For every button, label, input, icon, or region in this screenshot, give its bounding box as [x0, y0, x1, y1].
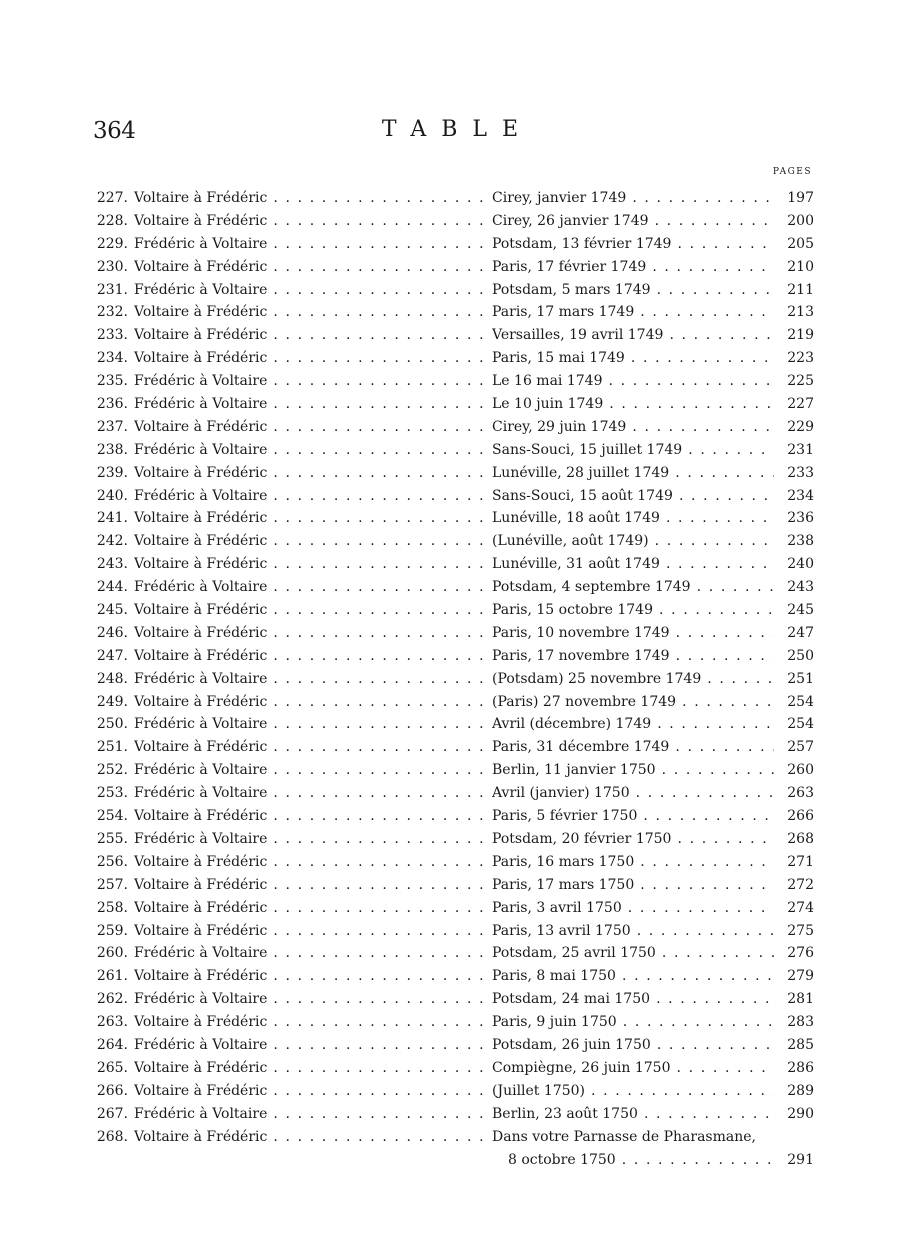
place-date: Sans-Souci, 15 août 1749 . . . — [492, 485, 792, 508]
correspondents: Frédéric à Voltaire . . . — [134, 370, 554, 393]
place-date: Potsdam, 4 septembre 1749 . . . — [492, 576, 792, 599]
correspondents: Frédéric à Voltaire . . . — [134, 668, 554, 691]
table-row — [88, 736, 814, 759]
page-reference: 219 — [774, 324, 814, 347]
place-date: Potsdam, 5 mars 1749 . . . — [492, 279, 792, 302]
place-date: Dans votre Parnasse de Pharasmane, — [492, 1126, 782, 1149]
place-date: Lunéville, 28 juillet 1749 . . . — [492, 462, 792, 485]
place-date: Potsdam, 13 février 1749 . . . — [492, 233, 792, 256]
place-date: Lunéville, 31 août 1749 . . . — [492, 553, 792, 576]
page-reference: 254 — [774, 713, 814, 736]
place-date: Sans-Souci, 15 juillet 1749 . . . — [492, 439, 792, 462]
place-date: Le 10 juin 1749 . . . — [492, 393, 792, 416]
page-reference: 290 — [774, 1103, 814, 1126]
table-row — [88, 416, 814, 439]
letter-number: 259. — [96, 922, 128, 939]
table-row — [88, 897, 814, 920]
place-date: Avril (décembre) 1749 . . . — [492, 713, 792, 736]
table-row — [88, 920, 814, 943]
correspondents: Voltaire à Frédéric . . . — [134, 347, 554, 370]
correspondents: Voltaire à Frédéric . . . — [134, 324, 554, 347]
correspondents: Voltaire à Frédéric . . . — [134, 920, 554, 943]
correspondents: Frédéric à Voltaire . . . — [134, 439, 554, 462]
table-row — [88, 530, 814, 553]
place-date: Lunéville, 18 août 1749 . . . — [492, 507, 792, 530]
table-row — [88, 553, 814, 576]
page-reference: 276 — [774, 942, 814, 965]
letter-number: 267. — [96, 1105, 128, 1122]
place-date: Potsdam, 25 avril 1750 . . . — [492, 942, 792, 965]
correspondents: Frédéric à Voltaire . . . — [134, 942, 554, 965]
page-reference: 205 — [774, 233, 814, 256]
table-row — [88, 851, 814, 874]
table-row — [88, 462, 814, 485]
table-row — [88, 485, 814, 508]
correspondents: Voltaire à Frédéric . . . — [134, 1057, 554, 1080]
table-row — [88, 874, 814, 897]
place-date: Paris, 9 juin 1750 . . . — [492, 1011, 792, 1034]
page-reference: 279 — [774, 965, 814, 988]
letter-number: 260. — [96, 945, 128, 962]
correspondents: Frédéric à Voltaire . . . — [134, 713, 554, 736]
page-reference: 225 — [774, 370, 814, 393]
correspondents: Frédéric à Voltaire . . . — [134, 393, 554, 416]
table-row — [88, 828, 814, 851]
letter-number: 229. — [96, 235, 128, 252]
table-row — [88, 691, 814, 714]
letter-number: 268. — [96, 1128, 128, 1145]
correspondents: Voltaire à Frédéric . . . — [134, 691, 554, 714]
letter-number: 250. — [96, 716, 128, 733]
letter-number: 265. — [96, 1059, 128, 1076]
table-row — [88, 1080, 814, 1103]
table-row — [88, 210, 814, 233]
place-date: Potsdam, 26 juin 1750 . . . — [492, 1034, 792, 1057]
table-row — [88, 279, 814, 302]
correspondents: Voltaire à Frédéric . . . — [134, 530, 554, 553]
correspondents: Voltaire à Frédéric . . . — [134, 874, 554, 897]
page-reference: 291 — [774, 1149, 814, 1172]
page-reference: 231 — [774, 439, 814, 462]
correspondents: Voltaire à Frédéric . . . — [134, 1011, 554, 1034]
table-row — [88, 1103, 814, 1126]
letter-number: 263. — [96, 1014, 128, 1031]
page-reference: 223 — [774, 347, 814, 370]
letter-number: 258. — [96, 899, 128, 916]
page-reference: 213 — [774, 301, 814, 324]
table-row — [88, 1126, 814, 1172]
place-date: Potsdam, 20 février 1750 . . . — [492, 828, 792, 851]
page-reference: 227 — [774, 393, 814, 416]
correspondents: Voltaire à Frédéric . . . — [134, 187, 554, 210]
correspondents: Voltaire à Frédéric . . . — [134, 805, 554, 828]
table-row — [88, 187, 814, 210]
letter-number: 240. — [96, 487, 128, 504]
place-date: Paris, 13 avril 1750 . . . — [492, 920, 792, 943]
place-date: Cirey, 29 juin 1749 . . . — [492, 416, 792, 439]
page-reference: 289 — [774, 1080, 814, 1103]
page-reference: 268 — [774, 828, 814, 851]
place-date: Avril (janvier) 1750 . . . — [492, 782, 792, 805]
letter-number: 234. — [96, 350, 128, 367]
correspondents: Frédéric à Voltaire . . . — [134, 576, 554, 599]
letter-number: 243. — [96, 556, 128, 573]
page-reference: 243 — [774, 576, 814, 599]
table-row — [88, 988, 814, 1011]
page-reference: 271 — [774, 851, 814, 874]
page-reference: 210 — [774, 256, 814, 279]
correspondents: Frédéric à Voltaire . . . — [134, 988, 554, 1011]
place-date: Paris, 17 mars 1750 . . . — [492, 874, 792, 897]
letter-number: 253. — [96, 785, 128, 802]
page-reference: 254 — [774, 691, 814, 714]
letter-number: 266. — [96, 1082, 128, 1099]
letter-number: 264. — [96, 1036, 128, 1053]
place-date: Le 16 mai 1749 . . . — [492, 370, 792, 393]
page-reference: 283 — [774, 1011, 814, 1034]
table-row — [88, 782, 814, 805]
correspondents: Voltaire à Frédéric . . . — [134, 965, 554, 988]
table-row — [88, 576, 814, 599]
page-reference: 211 — [774, 279, 814, 302]
page-reference: 272 — [774, 874, 814, 897]
page-reference: 236 — [774, 507, 814, 530]
place-date: Paris, 10 novembre 1749 . . . — [492, 622, 792, 645]
letter-number: 251. — [96, 739, 128, 756]
letter-number: 239. — [96, 464, 128, 481]
page-reference: 200 — [774, 210, 814, 233]
place-date: (Paris) 27 novembre 1749 . . . — [492, 691, 792, 714]
page-reference: 266 — [774, 805, 814, 828]
letter-number: 245. — [96, 602, 128, 619]
place-date: Potsdam, 24 mai 1750 . . . — [492, 988, 792, 1011]
place-date: Paris, 8 mai 1750 . . . — [492, 965, 792, 988]
page-reference: 247 — [774, 622, 814, 645]
table-row — [88, 805, 814, 828]
table-row — [88, 301, 814, 324]
place-date: Paris, 17 février 1749 . . . — [492, 256, 792, 279]
letter-number: 227. — [96, 190, 128, 206]
place-date: Cirey, 26 janvier 1749 . . . — [492, 210, 792, 233]
pages-column-label: PAGES — [772, 167, 812, 177]
table-row — [88, 256, 814, 279]
table-row — [88, 324, 814, 347]
letter-number: 255. — [96, 830, 128, 847]
correspondents: Frédéric à Voltaire . . . — [134, 782, 554, 805]
page-reference: 257 — [774, 736, 814, 759]
correspondents: Voltaire à Frédéric . . . — [134, 462, 554, 485]
letter-number: 242. — [96, 533, 128, 550]
table-row — [88, 507, 814, 530]
correspondents: Frédéric à Voltaire . . . — [134, 759, 554, 782]
page-reference: 233 — [774, 462, 814, 485]
letter-number: 261. — [96, 968, 128, 985]
place-date: Paris, 15 mai 1749 . . . — [492, 347, 792, 370]
correspondents: Voltaire à Frédéric . . . — [134, 622, 554, 645]
page-reference: 274 — [774, 897, 814, 920]
correspondents: Voltaire à Frédéric . . . — [134, 599, 554, 622]
place-date-continued: 8 octobre 1750 . . . — [508, 1149, 778, 1172]
correspondents: Frédéric à Voltaire . . . — [134, 233, 554, 256]
table-row — [88, 1057, 814, 1080]
correspondents: Voltaire à Frédéric . . . — [134, 736, 554, 759]
correspondents: Frédéric à Voltaire . . . — [134, 1103, 554, 1126]
table-row — [88, 645, 814, 668]
correspondents: Voltaire à Frédéric . . . — [134, 645, 554, 668]
table-row — [88, 965, 814, 988]
page-reference: 251 — [774, 668, 814, 691]
page-reference: 263 — [774, 782, 814, 805]
place-date: Compiègne, 26 juin 1750 . . . — [492, 1057, 792, 1080]
place-date: Paris, 31 décembre 1749 . . . — [492, 736, 792, 759]
place-date: (Lunéville, août 1749) . . . — [492, 530, 792, 553]
correspondents: Voltaire à Frédéric . . . — [134, 256, 554, 279]
correspondents: Voltaire à Frédéric . . . — [134, 416, 554, 439]
page-reference: 245 — [774, 599, 814, 622]
correspondents: Frédéric à Voltaire . . . — [134, 1034, 554, 1057]
correspondents: Voltaire à Frédéric . . . — [134, 1080, 554, 1103]
table-row — [88, 347, 814, 370]
table-row — [88, 233, 814, 256]
place-date: Cirey, janvier 1749 . . . — [492, 187, 792, 210]
page-reference: 286 — [774, 1057, 814, 1080]
table-row — [88, 439, 814, 462]
letter-number: 241. — [96, 510, 128, 527]
letter-number: 254. — [96, 808, 128, 825]
table-of-letters — [88, 187, 814, 1172]
page-title: TABLE — [381, 117, 534, 142]
place-date: Berlin, 23 août 1750 . . . — [492, 1103, 792, 1126]
place-date: Paris, 17 mars 1749 . . . — [492, 301, 792, 324]
place-date: (Potsdam) 25 novembre 1749 . . . — [492, 668, 792, 691]
correspondents: Voltaire à Frédéric . . . — [134, 851, 554, 874]
table-row — [88, 622, 814, 645]
place-date: Paris, 17 novembre 1749 . . . — [492, 645, 792, 668]
page-number: 364 — [93, 118, 136, 144]
correspondents: Voltaire à Frédéric . . . — [134, 1126, 554, 1149]
table-row — [88, 1034, 814, 1057]
correspondents: Voltaire à Frédéric . . . — [134, 553, 554, 576]
place-date: Paris, 3 avril 1750 . . . — [492, 897, 792, 920]
table-row — [88, 599, 814, 622]
place-date: Berlin, 11 janvier 1750 . . . — [492, 759, 792, 782]
letter-number: 247. — [96, 647, 128, 664]
letter-number: 257. — [96, 876, 128, 893]
page-reference: 285 — [774, 1034, 814, 1057]
page-reference: 250 — [774, 645, 814, 668]
letter-number: 231. — [96, 281, 128, 298]
correspondents: Frédéric à Voltaire . . . — [134, 485, 554, 508]
page-reference: 238 — [774, 530, 814, 553]
letter-number: 238. — [96, 441, 128, 458]
page-reference: 234 — [774, 485, 814, 508]
page-reference: 240 — [774, 553, 814, 576]
page-reference: 275 — [774, 920, 814, 943]
correspondents: Frédéric à Voltaire . . . — [134, 279, 554, 302]
correspondents: Voltaire à Frédéric . . . — [134, 301, 554, 324]
place-date: Paris, 15 octobre 1749 . . . — [492, 599, 792, 622]
correspondents: Voltaire à Frédéric . . . — [134, 897, 554, 920]
page-reference: 281 — [774, 988, 814, 1011]
place-date: Paris, 16 mars 1750 . . . — [492, 851, 792, 874]
letter-number: 256. — [96, 853, 128, 870]
letter-number: 236. — [96, 396, 128, 413]
letter-number: 246. — [96, 624, 128, 641]
letter-number: 237. — [96, 418, 128, 435]
letter-number: 252. — [96, 762, 128, 779]
letter-number: 249. — [96, 693, 128, 710]
place-date: Paris, 5 février 1750 . . . — [492, 805, 792, 828]
letter-number: 248. — [96, 670, 128, 687]
page-reference: 260 — [774, 759, 814, 782]
letter-number: 244. — [96, 579, 128, 596]
place-date: (Juillet 1750) . . . — [492, 1080, 792, 1103]
page-reference: 197 — [774, 187, 814, 210]
table-row — [88, 1011, 814, 1034]
letter-number: 235. — [96, 373, 128, 390]
table-row — [88, 759, 814, 782]
table-row — [88, 393, 814, 416]
table-row — [88, 668, 814, 691]
place-date: Versailles, 19 avril 1749 . . . — [492, 324, 792, 347]
correspondents: Voltaire à Frédéric . . . — [134, 210, 554, 233]
page-reference: 229 — [774, 416, 814, 439]
letter-number: 233. — [96, 327, 128, 344]
letter-number: 228. — [96, 212, 128, 229]
letter-number: 262. — [96, 991, 128, 1008]
table-row — [88, 370, 814, 393]
letter-number: 230. — [96, 258, 128, 275]
table-row — [88, 713, 814, 736]
correspondents: Frédéric à Voltaire . . . — [134, 828, 554, 851]
correspondents: Voltaire à Frédéric . . . — [134, 507, 554, 530]
table-row — [88, 942, 814, 965]
letter-number: 232. — [96, 304, 128, 321]
